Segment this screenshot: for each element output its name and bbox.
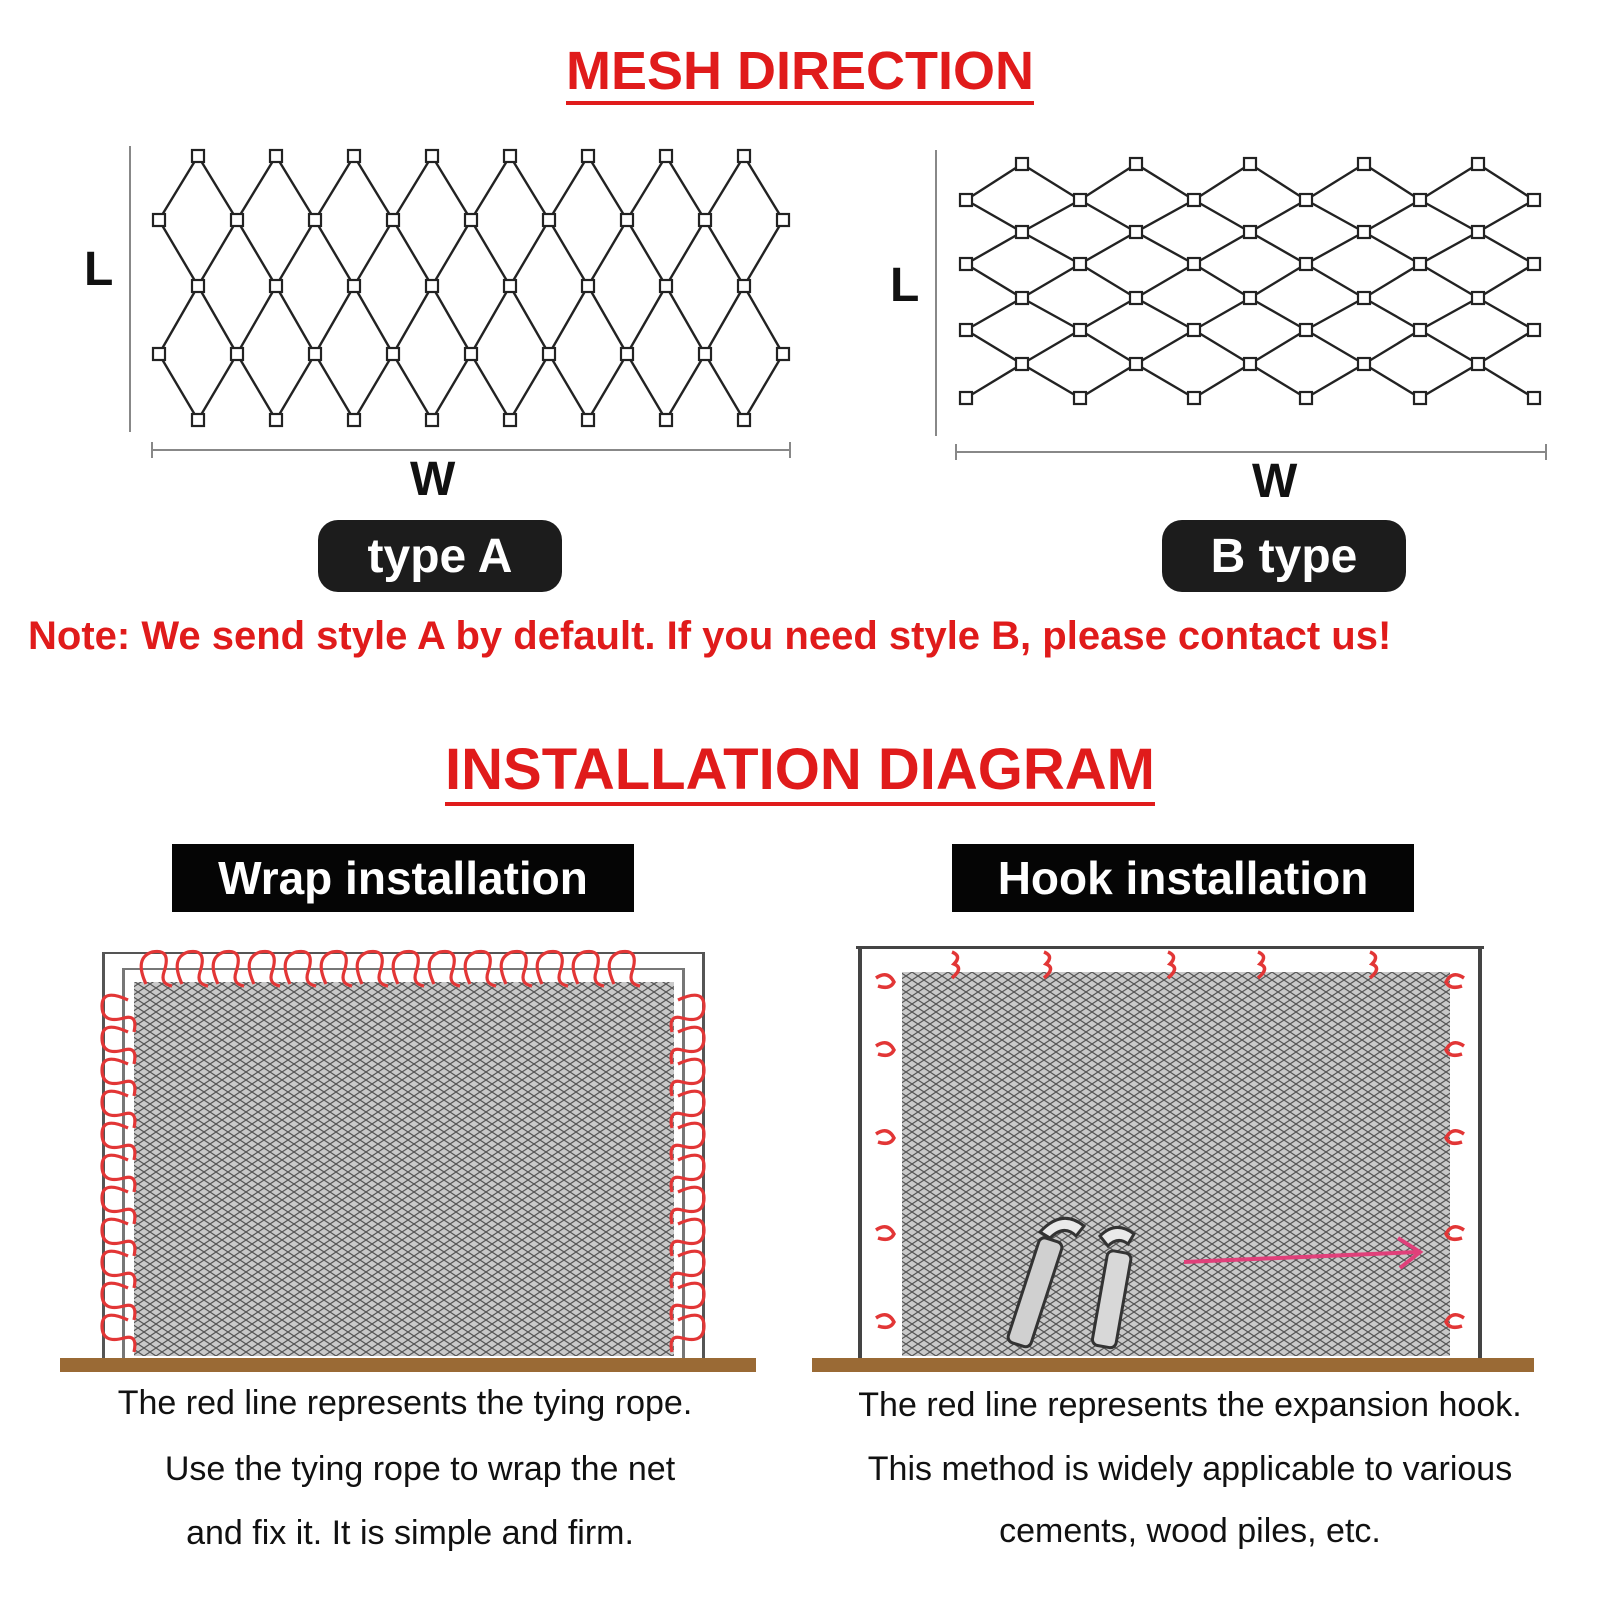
hook-frame-top — [856, 946, 1484, 949]
hook-installation-banner: Hook installation — [952, 844, 1414, 912]
hook-left-mark — [876, 1043, 894, 1056]
hook-left-mark — [876, 1315, 894, 1328]
type-b-width-label: W — [1252, 455, 1298, 508]
hook-left-mark — [876, 975, 894, 988]
hook-frame-right — [1478, 946, 1482, 1362]
wrap-caption-line-3: and fix it. It is simple and firm. — [186, 1514, 634, 1552]
wrap-installation-banner: Wrap installation — [172, 844, 634, 912]
wrap-caption-line-1: The red line represents the tying rope. — [117, 1384, 693, 1422]
type-a-width-label: W — [410, 453, 456, 506]
hook-installation-diagram — [812, 946, 1534, 1372]
wrap-frame-inner-right — [682, 968, 685, 1362]
mesh-direction-title-text: MESH DIRECTION — [566, 41, 1034, 105]
wrap-rope-left-loop — [102, 1315, 135, 1352]
hook-frame-left — [858, 946, 862, 1362]
type-a-length-label: L — [84, 243, 114, 296]
wrap-frame-inner-top — [122, 968, 685, 970]
default-style-note: Note: We send style A by default. If you need style B, please contact us! — [28, 614, 1392, 658]
hook-left-mark — [876, 1227, 894, 1240]
hook-left-mark — [876, 1131, 894, 1144]
wrap-caption-line-2: Use the tying rope to wrap the net — [164, 1450, 676, 1488]
hook-ground — [812, 1358, 1534, 1372]
type-b-badge: B type — [1162, 520, 1406, 592]
wrap-frame-inner-left — [122, 968, 125, 1362]
type-a-badge: type A — [318, 520, 562, 592]
wrap-installation-diagram — [60, 951, 756, 1372]
wrap-rope-right-loop — [671, 1315, 704, 1352]
wrap-ground — [60, 1358, 756, 1372]
hook-caption-line-3: cements, wood piles, etc. — [999, 1512, 1381, 1550]
installation-diagram-title-text: INSTALLATION DIAGRAM — [445, 737, 1155, 806]
hook-caption-line-1: The red line represents the expansion hook. — [858, 1386, 1522, 1424]
hook-mesh-net — [902, 972, 1450, 1356]
type-b-length-label: L — [890, 259, 920, 312]
hook-caption-line-2: This method is widely applicable to various — [867, 1450, 1513, 1488]
wrap-mesh-net — [134, 982, 674, 1356]
